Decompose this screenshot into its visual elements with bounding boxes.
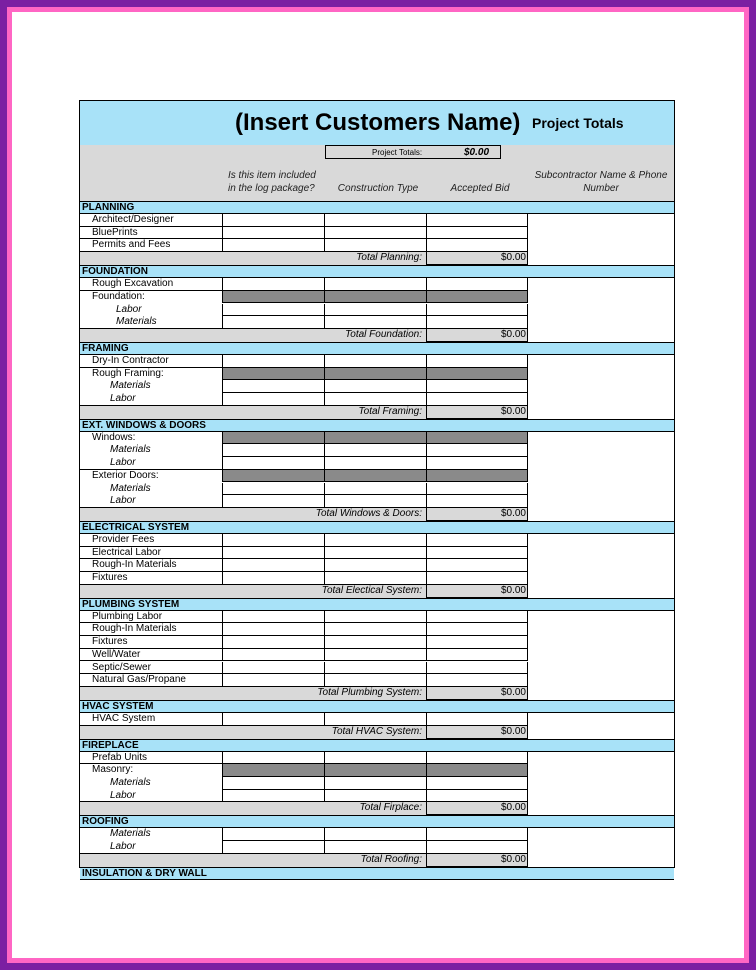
included-cell[interactable] xyxy=(222,355,324,368)
accepted-bid-cell[interactable] xyxy=(426,828,528,841)
accepted-bid-cell[interactable] xyxy=(426,239,528,252)
accepted-bid-header: Accepted Bid xyxy=(450,183,510,194)
included-cell[interactable] xyxy=(222,368,324,381)
included-header-line-2: in the log package? xyxy=(228,183,315,194)
included-header-line-1: Is this item included xyxy=(228,170,316,181)
project-totals-box xyxy=(325,145,501,159)
line-item-label: Labor xyxy=(80,495,222,508)
section-total-value: $0.00 xyxy=(500,507,526,519)
section-total-label: Total Planning: xyxy=(356,252,422,264)
construction-type-cell[interactable] xyxy=(324,380,426,393)
construction-type-cell[interactable] xyxy=(324,304,426,317)
line-item-label: Septic/Sewer xyxy=(80,662,222,675)
included-cell[interactable] xyxy=(222,790,324,803)
included-cell[interactable] xyxy=(222,841,324,854)
accepted-bid-cell[interactable] xyxy=(426,841,528,854)
line-item-label: HVAC System xyxy=(80,713,222,726)
section-total-label: Total HVAC System: xyxy=(331,725,422,737)
included-cell[interactable] xyxy=(222,227,324,240)
line-item-label: Labor xyxy=(80,393,222,406)
line-item-label: Rough-In Materials xyxy=(80,559,222,572)
accepted-bid-cell[interactable] xyxy=(426,674,528,687)
construction-type-cell[interactable] xyxy=(324,393,426,406)
included-cell[interactable] xyxy=(222,623,324,636)
accepted-bid-cell[interactable] xyxy=(426,432,528,445)
included-cell[interactable] xyxy=(222,662,324,675)
included-cell[interactable] xyxy=(222,649,324,662)
accepted-bid-cell[interactable] xyxy=(426,393,528,406)
line-item-label: Prefab Units xyxy=(80,752,222,765)
construction-type-cell[interactable] xyxy=(324,432,426,445)
subcontractor-block[interactable] xyxy=(528,534,674,598)
line-item-label: Materials xyxy=(110,380,151,392)
accepted-bid-cell[interactable] xyxy=(426,457,528,470)
section-total-value: $0.00 xyxy=(500,725,526,737)
construction-type-cell[interactable] xyxy=(324,828,426,841)
construction-type-cell[interactable] xyxy=(324,752,426,765)
section-header: PLANNING xyxy=(80,201,674,214)
construction-type-cell[interactable] xyxy=(324,662,426,675)
section-total-value: $0.00 xyxy=(500,853,526,865)
construction-type-header: Construction Type xyxy=(337,183,419,194)
included-cell[interactable] xyxy=(222,495,324,508)
accepted-bid-cell[interactable] xyxy=(426,368,528,381)
included-cell[interactable] xyxy=(222,304,324,317)
included-cell[interactable] xyxy=(222,777,324,790)
line-item-label: Fixtures xyxy=(80,636,222,649)
accepted-bid-cell[interactable] xyxy=(426,636,528,649)
included-cell[interactable] xyxy=(222,713,324,726)
included-header xyxy=(228,169,316,195)
accepted-bid-cell[interactable] xyxy=(426,534,528,547)
line-item-label: Rough Excavation xyxy=(80,278,222,291)
section-total-label: Total Foundation: xyxy=(345,328,422,340)
section-total-label: Total Electical System: xyxy=(321,584,422,596)
section-total-value: $0.00 xyxy=(500,405,526,417)
column-header-row xyxy=(80,145,674,202)
accepted-bid-cell[interactable] xyxy=(426,559,528,572)
section-header: INSULATION & DRY WALL xyxy=(80,867,674,880)
construction-type-cell[interactable] xyxy=(324,547,426,560)
construction-type-cell[interactable] xyxy=(324,764,426,777)
construction-type-cell[interactable] xyxy=(324,636,426,649)
spreadsheet xyxy=(79,100,675,879)
subcontractor-block[interactable] xyxy=(528,752,674,816)
included-cell[interactable] xyxy=(222,470,324,483)
line-item-label: Materials xyxy=(110,444,151,456)
included-cell[interactable] xyxy=(222,444,324,457)
line-item-label: Well/Water xyxy=(80,649,222,662)
accepted-bid-cell[interactable] xyxy=(426,214,528,227)
included-cell[interactable] xyxy=(222,572,324,585)
section-header: PLUMBING SYSTEM xyxy=(80,598,674,611)
line-item-label: Foundation: xyxy=(92,290,145,302)
subcontractor-block[interactable] xyxy=(528,713,674,739)
construction-type-cell[interactable] xyxy=(324,572,426,585)
included-cell[interactable] xyxy=(222,828,324,841)
construction-type-cell[interactable] xyxy=(324,841,426,854)
accepted-bid-cell[interactable] xyxy=(426,483,528,496)
accepted-bid-cell[interactable] xyxy=(426,547,528,560)
construction-type-cell[interactable] xyxy=(324,611,426,624)
accepted-bid-cell[interactable] xyxy=(426,611,528,624)
section-total-value: $0.00 xyxy=(500,584,526,596)
accepted-bid-cell[interactable] xyxy=(426,316,528,329)
construction-type-cell[interactable] xyxy=(324,444,426,457)
construction-type-cell[interactable] xyxy=(324,495,426,508)
construction-type-cell[interactable] xyxy=(324,227,426,240)
project-totals-label: Project Totals: xyxy=(372,148,423,157)
subcontractor-block[interactable] xyxy=(528,611,674,700)
line-item-label: Materials xyxy=(80,316,222,329)
section-header: FIREPLACE xyxy=(80,739,674,752)
accepted-bid-cell[interactable] xyxy=(426,764,528,777)
line-item-label: BluePrints xyxy=(80,227,222,240)
construction-type-cell[interactable] xyxy=(324,457,426,470)
construction-type-cell[interactable] xyxy=(324,790,426,803)
line-item-label: Labor xyxy=(80,841,222,854)
section-total-value: $0.00 xyxy=(500,252,526,264)
accepted-bid-cell[interactable] xyxy=(426,380,528,393)
included-cell[interactable] xyxy=(222,393,324,406)
section-total-label: Total Firplace: xyxy=(359,802,422,814)
line-item-label: Natural Gas/Propane xyxy=(80,674,222,687)
section-total-label: Total Plumbing System: xyxy=(317,686,422,698)
construction-type-cell[interactable] xyxy=(324,559,426,572)
section-total-value: $0.00 xyxy=(500,328,526,340)
section-total-label: Total Windows & Doors: xyxy=(315,507,422,519)
accepted-bid-cell[interactable] xyxy=(426,495,528,508)
subcontractor-block[interactable] xyxy=(528,355,674,419)
included-cell[interactable] xyxy=(222,636,324,649)
construction-type-cell[interactable] xyxy=(324,368,426,381)
accepted-bid-cell[interactable] xyxy=(426,649,528,662)
accepted-bid-cell[interactable] xyxy=(426,291,528,304)
line-item-label: Materials xyxy=(110,828,151,840)
included-cell[interactable] xyxy=(222,432,324,445)
line-item-label: Dry-In Contractor xyxy=(80,355,222,368)
customer-name-title[interactable]: (Insert Customers Name) xyxy=(235,109,521,136)
subcontractor-header-line-2: Number xyxy=(583,183,619,194)
subcontractor-header xyxy=(528,169,674,195)
construction-type-cell[interactable] xyxy=(324,483,426,496)
line-item-label: Rough Framing: xyxy=(92,367,164,379)
line-item-label: Windows: xyxy=(92,431,136,443)
included-cell[interactable] xyxy=(222,559,324,572)
subcontractor-block[interactable] xyxy=(528,214,674,265)
included-cell[interactable] xyxy=(222,239,324,252)
line-item-label: Fixtures xyxy=(80,572,222,585)
construction-type-cell[interactable] xyxy=(324,316,426,329)
included-cell[interactable] xyxy=(222,611,324,624)
section-header: FOUNDATION xyxy=(80,265,674,278)
line-item-label: Architect/Designer xyxy=(80,214,222,227)
line-item-label: Exterior Doors: xyxy=(92,469,159,481)
construction-type-cell[interactable] xyxy=(324,470,426,483)
included-cell[interactable] xyxy=(222,674,324,687)
included-cell[interactable] xyxy=(222,380,324,393)
section-total-label: Total Framing: xyxy=(358,405,422,417)
line-item-label: Rough-In Materials xyxy=(80,623,222,636)
subcontractor-block[interactable] xyxy=(528,278,674,342)
construction-type-cell[interactable] xyxy=(324,623,426,636)
accepted-bid-cell[interactable] xyxy=(426,790,528,803)
included-cell[interactable] xyxy=(222,534,324,547)
line-item-label: Materials xyxy=(110,482,151,494)
section-total-value: $0.00 xyxy=(500,686,526,698)
included-cell[interactable] xyxy=(222,291,324,304)
accepted-bid-cell[interactable] xyxy=(426,752,528,765)
included-cell[interactable] xyxy=(222,764,324,777)
accepted-bid-cell[interactable] xyxy=(426,227,528,240)
construction-type-cell[interactable] xyxy=(324,278,426,291)
construction-type-cell[interactable] xyxy=(324,649,426,662)
included-cell[interactable] xyxy=(222,316,324,329)
accepted-bid-cell[interactable] xyxy=(426,355,528,368)
accepted-bid-cell[interactable] xyxy=(426,444,528,457)
section-header: HVAC SYSTEM xyxy=(80,700,674,713)
construction-type-cell[interactable] xyxy=(324,534,426,547)
line-item-label: Labor xyxy=(80,457,222,470)
line-item-label: Permits and Fees xyxy=(80,239,222,252)
line-item-label: Plumbing Labor xyxy=(80,611,222,624)
line-item-label: Provider Fees xyxy=(80,534,222,547)
section-total-value: $0.00 xyxy=(500,802,526,814)
line-item-label: Labor xyxy=(80,790,222,803)
section-header: FRAMING xyxy=(80,342,674,355)
subcontractor-header-line-1: Subcontractor Name & Phone xyxy=(534,170,668,181)
construction-type-cell[interactable] xyxy=(324,214,426,227)
line-item-label: Materials xyxy=(110,777,151,788)
accepted-bid-cell[interactable] xyxy=(426,623,528,636)
construction-type-cell[interactable] xyxy=(324,239,426,252)
accepted-bid-cell[interactable] xyxy=(426,304,528,317)
section-header: ROOFING xyxy=(80,815,674,828)
accepted-bid-cell[interactable] xyxy=(426,713,528,726)
subcontractor-block[interactable] xyxy=(528,828,674,866)
construction-type-cell[interactable] xyxy=(324,355,426,368)
accepted-bid-cell[interactable] xyxy=(426,572,528,585)
construction-type-cell[interactable] xyxy=(324,777,426,790)
accepted-bid-cell[interactable] xyxy=(426,278,528,291)
construction-type-cell[interactable] xyxy=(324,674,426,687)
line-item-label: Electrical Labor xyxy=(80,547,222,560)
accepted-bid-cell[interactable] xyxy=(426,470,528,483)
accepted-bid-cell[interactable] xyxy=(426,777,528,790)
line-item-label: Masonry: xyxy=(92,764,134,776)
included-cell[interactable] xyxy=(222,752,324,765)
title-row xyxy=(80,101,674,146)
construction-type-cell[interactable] xyxy=(324,291,426,304)
accepted-bid-cell[interactable] xyxy=(426,662,528,675)
project-totals-value: $0.00 xyxy=(464,147,490,158)
construction-type-cell[interactable] xyxy=(324,713,426,726)
project-totals-title: Project Totals xyxy=(532,115,624,131)
section-header: EXT. WINDOWS & DOORS xyxy=(80,419,674,432)
section-header: ELECTRICAL SYSTEM xyxy=(80,521,674,534)
included-cell[interactable] xyxy=(222,214,324,227)
line-item-label: Labor xyxy=(116,303,142,315)
included-cell[interactable] xyxy=(222,457,324,470)
section-total-label: Total Roofing: xyxy=(360,853,422,865)
included-cell[interactable] xyxy=(222,483,324,496)
subcontractor-block[interactable] xyxy=(528,432,674,521)
included-cell[interactable] xyxy=(222,547,324,560)
included-cell[interactable] xyxy=(222,278,324,291)
